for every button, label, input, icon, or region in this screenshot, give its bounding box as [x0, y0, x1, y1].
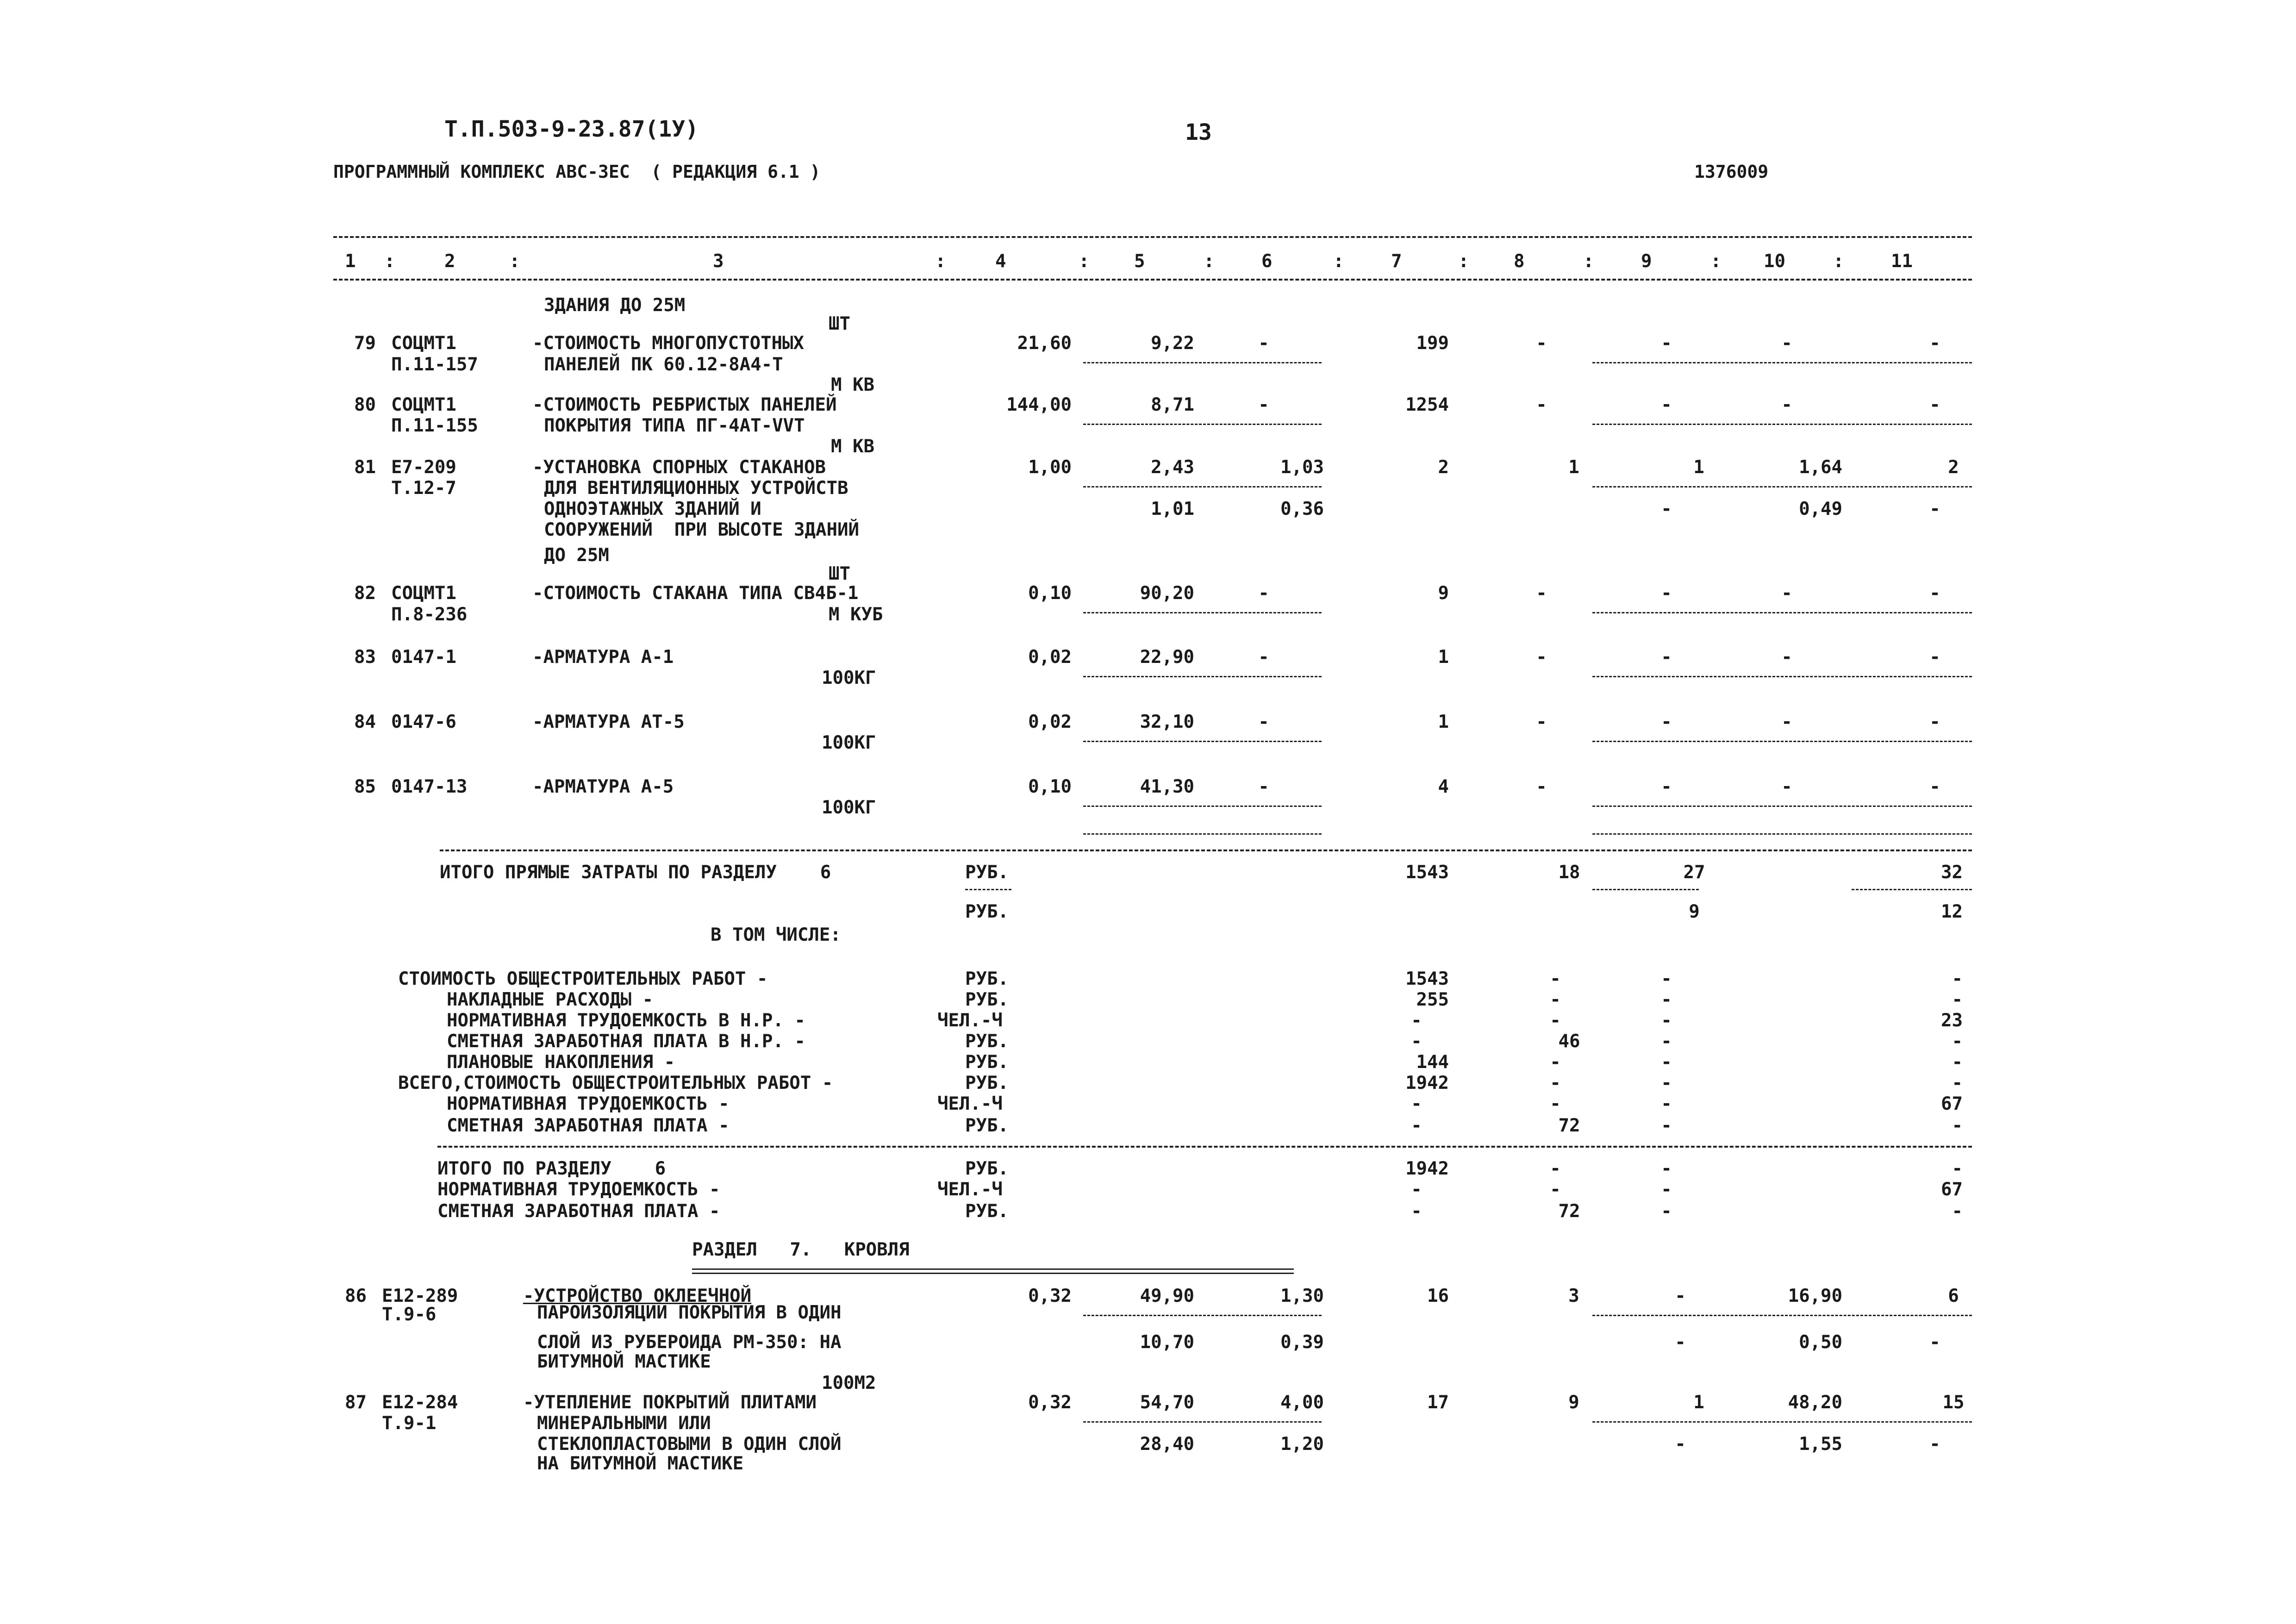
- row-code: 0147-13: [391, 776, 468, 797]
- row-desc: СЛОЙ ИЗ РУБЕРОИДА РМ-350: НА: [537, 1332, 842, 1353]
- row-c10: 16,90: [1788, 1286, 1842, 1306]
- row-price: 49,90: [1140, 1286, 1194, 1306]
- breakdown-c11: -: [1952, 1031, 1963, 1052]
- row-desc: -АРМАТУРА А-5: [532, 776, 674, 797]
- section-total-c11: 67: [1941, 1179, 1963, 1200]
- breakdown-c9: -: [1661, 1073, 1672, 1093]
- breakdown-c8: -: [1550, 1010, 1561, 1031]
- breakdown-c7: -: [1411, 1031, 1422, 1052]
- col-sep-mark: :: [1079, 251, 1090, 272]
- row-desc: -СТОИМОСТЬ РЕБРИСТЫХ ПАНЕЛЕЙ: [532, 394, 837, 415]
- row-sub-rule: [1083, 1315, 1322, 1316]
- header-top-rule: [333, 236, 1972, 238]
- breakdown-unit: РУБ.: [965, 968, 1009, 989]
- section-total-c7: -: [1411, 1201, 1422, 1222]
- breakdown-c8: 46: [1558, 1031, 1580, 1052]
- section7-double-rule: [692, 1268, 1294, 1274]
- row-c10: -: [1781, 776, 1792, 797]
- row-c8: 1: [1568, 457, 1579, 478]
- row-code2: П.11-157: [391, 354, 478, 375]
- row-code2: П.8-236: [391, 604, 468, 625]
- row-sub-rule: [1083, 362, 1322, 363]
- row-c10: -: [1781, 712, 1792, 732]
- direct-costs-c9: 27: [1683, 862, 1705, 883]
- breakdown-c7: 144: [1416, 1052, 1449, 1073]
- row-sub-price: 10,70: [1140, 1332, 1194, 1353]
- row-number: 86: [345, 1286, 367, 1306]
- breakdown-c9: -: [1661, 968, 1672, 989]
- row-unit: М КВ: [831, 375, 874, 395]
- row-c9: 1: [1693, 457, 1704, 478]
- including-label: В ТОМ ЧИСЛЕ:: [711, 924, 841, 945]
- row-sub-rule: [1083, 676, 1322, 677]
- row-unit: 100КГ: [822, 668, 876, 688]
- row-c9: -: [1661, 394, 1672, 415]
- row-price: 9,22: [1151, 333, 1194, 354]
- breakdown-label: НАКЛАДНЫЕ РАСХОДЫ -: [447, 989, 654, 1010]
- row-total: 9: [1438, 583, 1449, 604]
- section-total-rule: [437, 1146, 1972, 1148]
- breakdown-c11: -: [1952, 968, 1963, 989]
- row-price2: -: [1258, 647, 1269, 668]
- row-c10: -: [1781, 583, 1792, 604]
- row-code: 0147-1: [391, 647, 456, 668]
- row-desc: -СТОИМОСТЬ СТАКАНА ТИПА СВ4Б-1: [532, 583, 859, 604]
- doc-id: 1376009: [1694, 162, 1769, 182]
- section-total-c7: -: [1411, 1179, 1422, 1200]
- breakdown-c7: -: [1411, 1093, 1422, 1114]
- row-sub-c10: 1,55: [1799, 1434, 1842, 1455]
- section-total-c9: -: [1661, 1158, 1672, 1179]
- breakdown-c7: -: [1411, 1115, 1422, 1136]
- col-5: 5: [1134, 251, 1145, 272]
- row-sub-c11: -: [1929, 499, 1940, 519]
- section-total-c8: 72: [1558, 1201, 1580, 1222]
- breakdown-c11: 23: [1941, 1010, 1963, 1031]
- row-code2: П.11-155: [391, 415, 478, 436]
- col-8: 8: [1514, 251, 1525, 272]
- row-qty: 0,32: [1028, 1286, 1072, 1306]
- row-desc: -АРМАТУРА АТ-5: [532, 712, 685, 732]
- row-number: 87: [345, 1392, 367, 1413]
- breakdown-c9: -: [1661, 1052, 1672, 1073]
- row-sub-price: 1,01: [1151, 499, 1194, 519]
- col-sep-mark: :: [1204, 251, 1215, 272]
- row-desc: ДЛЯ ВЕНТИЛЯЦИОННЫХ УСТРОЙСТВ: [544, 478, 849, 499]
- breakdown-c11: -: [1952, 1073, 1963, 1093]
- row-qty: 0,02: [1028, 647, 1072, 668]
- row-c10: -: [1781, 647, 1792, 668]
- direct-costs-c11b: 12: [1941, 901, 1963, 922]
- row-c11: -: [1929, 776, 1940, 797]
- row-code: Е12-284: [382, 1392, 458, 1413]
- row-unit: М КВ: [831, 436, 874, 457]
- direct-costs-c8: 18: [1558, 862, 1580, 883]
- row-desc: ЗДАНИЯ ДО 25М: [544, 295, 686, 316]
- row-qty: 21,60: [1017, 333, 1072, 354]
- row-sub-price2: 1,20: [1280, 1434, 1324, 1455]
- row-total: 2: [1438, 457, 1449, 478]
- row-price: 22,90: [1140, 647, 1194, 668]
- row-sub-c9: -: [1675, 1434, 1686, 1455]
- col-sep-mark: :: [1458, 251, 1469, 272]
- breakdown-c11: -: [1952, 1052, 1963, 1073]
- col-11: 11: [1891, 251, 1913, 272]
- breakdown-unit: РУБ.: [965, 1052, 1009, 1073]
- row-c11: 15: [1942, 1392, 1965, 1413]
- row-number: 84: [354, 712, 376, 732]
- row-price2: -: [1258, 712, 1269, 732]
- direct-costs-c9b: 9: [1689, 901, 1700, 922]
- row-desc: НА БИТУМНОЙ МАСТИКЕ: [537, 1453, 744, 1474]
- row-qty: 1,00: [1028, 457, 1072, 478]
- breakdown-c11: -: [1952, 989, 1963, 1010]
- row-c9: -: [1661, 583, 1672, 604]
- col-4: 4: [995, 251, 1006, 272]
- col-6: 6: [1261, 251, 1273, 272]
- section-total-label: СМЕТНАЯ ЗАРАБОТНАЯ ПЛАТА -: [437, 1201, 720, 1222]
- row-code2: Т.9-6: [382, 1304, 437, 1325]
- row-sub-rule: [1083, 1421, 1322, 1423]
- breakdown-c7: -: [1411, 1010, 1422, 1031]
- breakdown-c8: -: [1550, 968, 1561, 989]
- row-desc: -УСТРОЙСТВО ОКЛЕЕЧНОЙ: [523, 1286, 752, 1306]
- row-c9: -: [1661, 776, 1672, 797]
- row-desc: СТЕКЛОПЛАСТОВЫМИ В ОДИН СЛОЙ: [537, 1434, 842, 1455]
- row-price2: 1,30: [1280, 1286, 1324, 1306]
- section-total-label: ИТОГО ПО РАЗДЕЛУ 6: [437, 1158, 666, 1179]
- col-3: 3: [713, 251, 724, 272]
- col-9: 9: [1641, 251, 1652, 272]
- breakdown-c8: -: [1550, 1073, 1561, 1093]
- breakdown-label: СМЕТНАЯ ЗАРАБОТНАЯ ПЛАТА В Н.Р. -: [447, 1031, 805, 1052]
- row-qty: 144,00: [1006, 394, 1072, 415]
- breakdown-unit: ЧЕЛ.-Ч: [937, 1093, 1003, 1114]
- row-c9: 1: [1693, 1392, 1704, 1413]
- row-desc: ПОКРЫТИЯ ТИПА ПГ-4АТ-VVТ: [544, 415, 805, 436]
- row-total: 1: [1438, 647, 1449, 668]
- row-desc: ОДНОЭТАЖНЫХ ЗДАНИЙ И: [544, 499, 761, 519]
- row-c8: -: [1536, 776, 1547, 797]
- section-total-unit: РУБ.: [965, 1201, 1009, 1222]
- doc-code: Т.П.503-9-23.87(1У): [444, 116, 699, 142]
- row-c11: -: [1929, 583, 1940, 604]
- row-price2: -: [1258, 333, 1269, 354]
- row-code: Е12-289: [382, 1286, 458, 1306]
- row-desc: -УТЕПЛЕНИЕ ПОКРЫТИЙ ПЛИТАМИ: [523, 1392, 817, 1413]
- col-sep-mark: :: [935, 251, 946, 272]
- row-code: СОЦМТ1: [391, 333, 456, 354]
- breakdown-unit: РУБ.: [965, 1073, 1009, 1093]
- row-desc: ПАРОИЗОЛЯЦИИ ПОКРЫТИЯ В ОДИН: [537, 1302, 842, 1323]
- row-unit: 100КГ: [822, 797, 876, 818]
- row-price2: -: [1258, 776, 1269, 797]
- header-bottom-rule: [333, 279, 1972, 281]
- row-sub-rule: [1592, 424, 1972, 425]
- row-sub-c9: -: [1661, 499, 1672, 519]
- row-price: 2,43: [1151, 457, 1194, 478]
- row-code: СОЦМТ1: [391, 394, 456, 415]
- row-sub-rule: [1083, 612, 1322, 613]
- page-number: 13: [1185, 119, 1212, 145]
- row-sub-c11: -: [1929, 1332, 1940, 1353]
- row-c11: 6: [1948, 1286, 1959, 1306]
- row-c10: 1,64: [1799, 457, 1842, 478]
- row-number: 81: [354, 457, 376, 478]
- col-10: 10: [1764, 251, 1785, 272]
- breakdown-c9: -: [1661, 1031, 1672, 1052]
- col-2: 2: [444, 251, 455, 272]
- row-number: 85: [354, 776, 376, 797]
- row-c8: -: [1536, 394, 1547, 415]
- direct-costs-c11: 32: [1941, 862, 1963, 883]
- row-number: 82: [354, 583, 376, 604]
- row-sub-price: 28,40: [1140, 1434, 1194, 1455]
- row-total: 1254: [1405, 394, 1449, 415]
- row-price2: 1,03: [1280, 457, 1324, 478]
- row-total: 17: [1427, 1392, 1449, 1413]
- breakdown-c9: -: [1661, 1115, 1672, 1136]
- breakdown-unit: ЧЕЛ.-Ч: [937, 1010, 1003, 1031]
- breakdown-label: СТОИМОСТЬ ОБЩЕСТРОИТЕЛЬНЫХ РАБОТ -: [398, 968, 768, 989]
- row-sub-price2: 0,36: [1280, 499, 1324, 519]
- row-c9: -: [1661, 647, 1672, 668]
- breakdown-label: СМЕТНАЯ ЗАРАБОТНАЯ ПЛАТА -: [447, 1115, 730, 1136]
- row-unit: ШТ: [829, 563, 850, 584]
- breakdown-unit: РУБ.: [965, 1031, 1009, 1052]
- breakdown-c7: 1543: [1405, 968, 1449, 989]
- col-sep-mark: :: [1833, 251, 1844, 272]
- direct-costs-c7: 1543: [1405, 862, 1449, 883]
- breakdown-c11: -: [1952, 1115, 1963, 1136]
- col-sep-marks: :: [384, 251, 395, 272]
- row-sub-c10: 0,50: [1799, 1332, 1842, 1353]
- row-c11: -: [1929, 712, 1940, 732]
- breakdown-c8: -: [1550, 989, 1561, 1010]
- row-c11: -: [1929, 394, 1940, 415]
- breakdown-c9: -: [1661, 1093, 1672, 1114]
- row-code2: Т.9-1: [382, 1413, 437, 1434]
- row-price: 54,70: [1140, 1392, 1194, 1413]
- row-price: 32,10: [1140, 712, 1194, 732]
- row-price2: 4,00: [1280, 1392, 1324, 1413]
- section-total-c11: -: [1952, 1201, 1963, 1222]
- breakdown-unit: РУБ.: [965, 989, 1009, 1010]
- row-sub-price2: 0,39: [1280, 1332, 1324, 1353]
- breakdown-label: ПЛАНОВЫЕ НАКОПЛЕНИЯ -: [447, 1052, 675, 1073]
- breakdown-c8: 72: [1558, 1115, 1580, 1136]
- row-code: 0147-6: [391, 712, 456, 732]
- row-c11: -: [1929, 333, 1940, 354]
- row-sub-rule: [1083, 833, 1322, 835]
- row-price: 8,71: [1151, 394, 1194, 415]
- row-qty: 0,10: [1028, 776, 1072, 797]
- row-qty: 0,10: [1028, 583, 1072, 604]
- row-desc: -УСТАНОВКА СПОРНЫХ СТАКАНОВ: [532, 457, 826, 478]
- row-sub-rule: [1592, 612, 1972, 613]
- breakdown-c7: 1942: [1405, 1073, 1449, 1093]
- col-7: 7: [1391, 251, 1402, 272]
- row-desc: ДО 25М: [544, 545, 609, 566]
- row-qty: 0,32: [1028, 1392, 1072, 1413]
- row-unit: ШТ: [829, 313, 850, 334]
- row-number: 79: [354, 333, 376, 354]
- direct-costs-unit2: РУБ.: [965, 901, 1009, 922]
- direct-sub-rule: [1592, 889, 1699, 890]
- row-sub-rule: [1592, 676, 1972, 677]
- row-sub-rule: [1083, 741, 1322, 742]
- breakdown-c11: 67: [1941, 1093, 1963, 1114]
- breakdown-label: НОРМАТИВНАЯ ТРУДОЕМКОСТЬ В Н.Р. -: [447, 1010, 805, 1031]
- row-number: 80: [354, 394, 376, 415]
- section-total-c9: -: [1661, 1201, 1672, 1222]
- row-c8: 9: [1568, 1392, 1579, 1413]
- col-sep-mark: :: [509, 251, 520, 272]
- row-price: 41,30: [1140, 776, 1194, 797]
- row-price2: -: [1258, 394, 1269, 415]
- row-sub-rule: [1083, 486, 1322, 487]
- row-sub-c10: 0,49: [1799, 499, 1842, 519]
- row-sub-rule: [1592, 833, 1972, 835]
- section-total-label: НОРМАТИВНАЯ ТРУДОЕМКОСТЬ -: [437, 1179, 720, 1200]
- row-desc: БИТУМНОЙ МАСТИКЕ: [537, 1351, 711, 1372]
- row-c11: 2: [1948, 457, 1959, 478]
- row-c11: -: [1929, 647, 1940, 668]
- row-qty: 0,02: [1028, 712, 1072, 732]
- col-sep-mark: :: [1583, 251, 1594, 272]
- row-desc: -СТОИМОСТЬ МНОГОПУСТОТНЫХ: [532, 333, 804, 354]
- row-c10: 48,20: [1788, 1392, 1842, 1413]
- row-c10: -: [1781, 394, 1792, 415]
- row-sub-c11: -: [1929, 1434, 1940, 1455]
- row-sub-rule: [1592, 1421, 1972, 1423]
- row-sub-rule: [1592, 1315, 1972, 1316]
- row-c9: -: [1661, 333, 1672, 354]
- section-total-c11: -: [1952, 1158, 1963, 1179]
- row-unit: 100КГ: [822, 732, 876, 753]
- row-price2: -: [1258, 583, 1269, 604]
- row-c8: -: [1536, 647, 1547, 668]
- row-total: 199: [1416, 333, 1449, 354]
- row-c8: 3: [1568, 1286, 1579, 1306]
- direct-sub-rule: [1852, 889, 1972, 890]
- row-c9: -: [1661, 712, 1672, 732]
- row-sub-c9: -: [1675, 1332, 1686, 1353]
- row-total: 16: [1427, 1286, 1449, 1306]
- row-code: СОЦМТ1: [391, 583, 456, 604]
- section-total-c9: -: [1661, 1179, 1672, 1200]
- row-c10: -: [1781, 333, 1792, 354]
- row-desc: -АРМАТУРА А-1: [532, 647, 674, 668]
- section-total-c8: -: [1550, 1179, 1561, 1200]
- direct-costs-unit: РУБ.: [965, 862, 1009, 883]
- row-desc: МИНЕРАЛЬНЫМИ ИЛИ: [537, 1413, 711, 1434]
- col-sep-mark: :: [1710, 251, 1722, 272]
- breakdown-c7: 255: [1416, 989, 1449, 1010]
- breakdown-label: НОРМАТИВНАЯ ТРУДОЕМКОСТЬ -: [447, 1093, 730, 1114]
- direct-sub-rule: [965, 889, 1011, 890]
- section-total-c7: 1942: [1405, 1158, 1449, 1179]
- col-sep-mark: :: [1333, 251, 1344, 272]
- totals-top-rule: [440, 849, 1972, 851]
- row-c9: -: [1675, 1286, 1686, 1306]
- section-total-unit: ЧЕЛ.-Ч: [937, 1179, 1003, 1200]
- program-line: ПРОГРАММНЫЙ КОМПЛЕКС АВС-ЗЕС ( РЕДАКЦИЯ 6.1 ): [333, 162, 821, 182]
- row-price: 90,20: [1140, 583, 1194, 604]
- row-c8: -: [1536, 583, 1547, 604]
- breakdown-unit: РУБ.: [965, 1115, 1009, 1136]
- row-code2: Т.12-7: [391, 478, 456, 499]
- row-unit: 100М2: [822, 1373, 876, 1393]
- row-total: 1: [1438, 712, 1449, 732]
- row-c8: -: [1536, 712, 1547, 732]
- section7-title: РАЗДЕЛ 7. КРОВЛЯ: [692, 1239, 910, 1260]
- row-c8: -: [1536, 333, 1547, 354]
- row-total: 4: [1438, 776, 1449, 797]
- row-sub-rule: [1592, 806, 1972, 807]
- row-sub-rule: [1592, 741, 1972, 742]
- row-sub-rule: [1083, 806, 1322, 807]
- section-total-c8: -: [1550, 1158, 1561, 1179]
- row-desc: СООРУЖЕНИЙ ПРИ ВЫСОТЕ ЗДАНИЙ: [544, 519, 859, 540]
- section-total-unit: РУБ.: [965, 1158, 1009, 1179]
- col-1: 1: [345, 251, 356, 272]
- direct-costs-label: ИТОГО ПРЯМЫЕ ЗАТРАТЫ ПО РАЗДЕЛУ 6: [440, 862, 831, 883]
- breakdown-c8: -: [1550, 1052, 1561, 1073]
- breakdown-c9: -: [1661, 989, 1672, 1010]
- row-unit-next: М КУБ: [829, 604, 883, 625]
- breakdown-c8: -: [1550, 1093, 1561, 1114]
- row-desc: ПАНЕЛЕЙ ПК 60.12-8А4-Т: [544, 354, 783, 375]
- breakdown-c9: -: [1661, 1010, 1672, 1031]
- row-sub-rule: [1083, 424, 1322, 425]
- breakdown-label: ВСЕГО,СТОИМОСТЬ ОБЩЕСТРОИТЕЛЬНЫХ РАБОТ -: [398, 1073, 833, 1093]
- row-sub-rule: [1592, 362, 1972, 363]
- row-code: Е7-209: [391, 457, 456, 478]
- row-number: 83: [354, 647, 376, 668]
- row-sub-rule: [1592, 486, 1972, 487]
